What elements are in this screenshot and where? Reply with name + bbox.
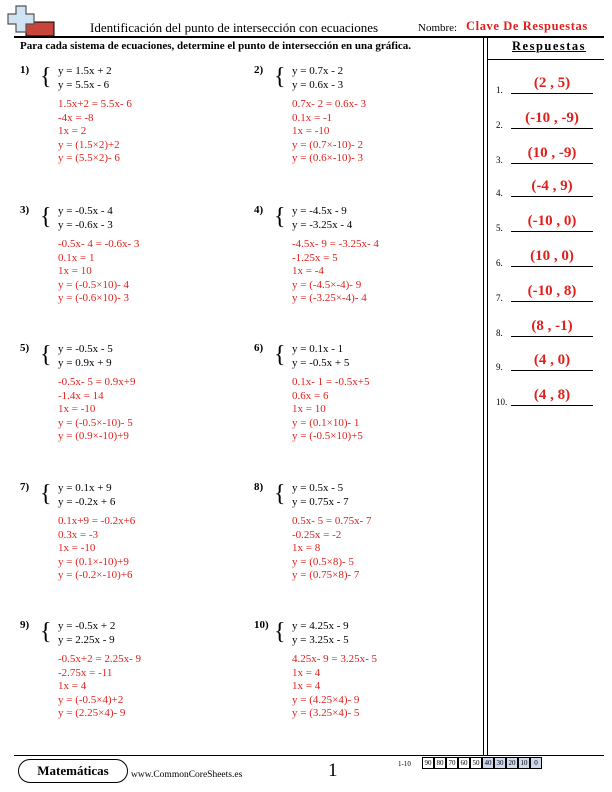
system-brace: {	[40, 64, 52, 90]
answer-line	[511, 163, 593, 164]
solution-step: 1x = 2	[58, 125, 87, 137]
problem-7	[20, 481, 240, 611]
answer-number: 6.	[496, 258, 503, 268]
answer-line	[511, 93, 593, 94]
solution-step: 1x = 4	[292, 666, 321, 679]
solution-step: 1x = 4	[292, 680, 321, 692]
answer-number: 1.	[496, 85, 503, 95]
solution-step: y = (0.1×-10)+9	[58, 555, 129, 568]
solution-step: y = (-3.25×-4)- 4	[292, 292, 367, 304]
problem-number: 6)	[254, 342, 264, 354]
answer-value: (10 , -9)	[527, 145, 577, 161]
score-cell: 40	[482, 757, 494, 769]
problem-6	[254, 342, 474, 472]
solution-step: y = (0.7×-10)- 2	[292, 138, 364, 151]
answer-line	[511, 336, 593, 337]
equation-2: y = 0.75x - 7	[292, 496, 349, 508]
system-brace: {	[274, 64, 286, 90]
answer-row	[496, 110, 596, 130]
answer-row	[496, 387, 596, 407]
answer-value: (-10 , 8)	[527, 283, 577, 299]
solution-step: y = (-4.5×-4)- 9	[292, 278, 362, 291]
answer-value: (10 , 0)	[530, 248, 574, 264]
solution-step: 1.5x+2 = 5.5x- 6	[58, 98, 132, 110]
worksheet-title: Identificación del punto de intersección con ecuaciones	[90, 20, 379, 35]
solution-step: y = (0.9×-10)+9	[58, 430, 129, 442]
answer-row	[496, 75, 596, 95]
equation-1: y = 1.5x + 2	[58, 65, 112, 77]
problem-number: 3)	[20, 204, 30, 216]
system-brace: {	[274, 204, 286, 230]
problem-number: 4)	[254, 204, 264, 216]
answer-value: (4 , 0)	[533, 352, 571, 368]
equation-1: y = 0.1x - 1	[292, 343, 344, 355]
answer-line	[511, 370, 593, 371]
solution-step: 0.1x = -1	[292, 111, 333, 124]
answer-value: (4 , 8)	[533, 387, 571, 403]
solution-step: y = (0.75×8)- 7	[292, 569, 360, 581]
system-brace: {	[40, 204, 52, 230]
answer-number: 9.	[496, 362, 503, 372]
score-cell: 10	[518, 757, 530, 769]
problem-number: 5)	[20, 342, 30, 354]
answer-row	[496, 352, 596, 372]
solution-step: y = (4.25×4)- 9	[292, 693, 360, 706]
solution-step: 1x = -10	[292, 125, 330, 137]
subject-badge: Matemáticas	[18, 759, 128, 783]
solution-step: y = (0.6×-10)- 3	[292, 152, 364, 164]
answer-row	[496, 318, 596, 338]
problem-5	[20, 342, 240, 472]
site-url: www.CommonCoreSheets.es	[131, 770, 243, 780]
score-cell: 30	[494, 757, 506, 769]
answer-value: (-10 , 0)	[527, 213, 577, 229]
answer-line	[511, 405, 593, 406]
logo-plus-icon	[6, 4, 56, 38]
answer-number: 3.	[496, 155, 503, 165]
answer-number: 4.	[496, 188, 503, 198]
equation-1: y = 0.1x + 9	[58, 482, 112, 494]
equation-2: y = -0.2x + 6	[58, 496, 116, 508]
solution-step: -4.5x- 9 = -3.25x- 4	[292, 238, 379, 250]
solution-step: y = (-0.5×10)- 4	[58, 278, 130, 291]
solution-step: y = (2.25×4)- 9	[58, 707, 126, 719]
name-label: Nombre:	[418, 22, 458, 34]
answer-number: 8.	[496, 328, 503, 338]
score-range-label: 1-10	[398, 760, 411, 768]
problem-3	[20, 204, 240, 334]
problem-9	[20, 619, 240, 749]
footer-rule	[14, 755, 604, 756]
problem-number: 7)	[20, 481, 30, 493]
problem-2	[254, 64, 474, 194]
score-cell: 0	[530, 757, 542, 769]
answer-line	[511, 231, 593, 232]
solution-step: 0.1x+9 = -0.2x+6	[58, 515, 136, 527]
score-cell: 50	[470, 757, 482, 769]
equation-2: y = 0.9x + 9	[58, 357, 112, 369]
solution-step: y = (3.25×4)- 5	[292, 707, 360, 719]
score-cell: 60	[458, 757, 470, 769]
equation-1: y = 0.7x - 2	[292, 65, 344, 77]
solution-step: y = (0.5×8)- 5	[292, 555, 354, 568]
equation-2: y = -3.25x - 4	[292, 219, 353, 231]
answer-number: 2.	[496, 120, 503, 130]
solution-step: y = (-0.5×10)+5	[292, 430, 363, 442]
equation-2: y = 5.5x - 6	[58, 79, 110, 91]
answer-line	[511, 196, 593, 197]
answer-row	[496, 283, 596, 303]
equation-1: y = -0.5x - 4	[58, 205, 113, 217]
system-brace: {	[274, 481, 286, 507]
equation-1: y = -4.5x - 9	[292, 205, 347, 217]
answer-row	[496, 145, 596, 165]
answers-title: Respuestas	[512, 39, 587, 53]
solution-step: 4.25x- 9 = 3.25x- 5	[292, 653, 378, 665]
solution-step: 1x = 8	[292, 542, 321, 554]
answer-row	[496, 213, 596, 233]
solution-step: -1.4x = 14	[58, 389, 104, 402]
solution-step: -2.75x = -11	[58, 666, 113, 679]
solution-step: 0.6x = 6	[292, 389, 329, 402]
system-brace: {	[40, 619, 52, 645]
solution-step: 1x = -4	[292, 265, 324, 277]
system-brace: {	[40, 342, 52, 368]
score-cell: 90	[422, 757, 434, 769]
score-cell: 20	[506, 757, 518, 769]
problem-number: 9)	[20, 619, 30, 631]
answer-line	[511, 128, 593, 129]
answer-line	[511, 266, 593, 267]
solution-step: -0.5x+2 = 2.25x- 9	[58, 653, 141, 665]
equation-2: y = -0.6x - 3	[58, 219, 113, 231]
solution-step: -0.5x- 4 = -0.6x- 3	[58, 238, 140, 250]
answer-value: (-4 , 9)	[531, 178, 573, 194]
equation-1: y = 4.25x - 9	[292, 620, 349, 632]
answers-title-rule	[488, 59, 604, 60]
score-cell: 70	[446, 757, 458, 769]
problem-number: 10)	[254, 619, 269, 631]
solution-step: y = (-0.5×4)+2	[58, 693, 124, 706]
equation-2: y = 3.25x - 5	[292, 634, 349, 646]
solution-step: 1x = -10	[58, 542, 96, 554]
solution-step: y = (-0.2×-10)+6	[58, 569, 133, 581]
solution-step: y = (-0.6×10)- 3	[58, 292, 130, 304]
column-divider-right	[487, 37, 488, 755]
page-number: 1	[328, 760, 338, 781]
solution-step: -4x = -8	[58, 111, 94, 124]
solution-step: y = (5.5×2)- 6	[58, 152, 120, 164]
solution-step: y = (0.1×10)- 1	[292, 416, 360, 429]
answer-line	[511, 301, 593, 302]
problem-10	[254, 619, 474, 749]
equation-2: y = 0.6x - 3	[292, 79, 344, 91]
solution-step: 0.1x- 1 = -0.5x+5	[292, 376, 370, 388]
name-value: Clave De Respuestas	[466, 19, 588, 33]
problem-number: 2)	[254, 64, 264, 76]
answer-number: 10.	[496, 397, 508, 407]
solution-step: 0.3x = -3	[58, 528, 99, 541]
solution-step: 1x = 10	[292, 403, 326, 415]
solution-step: -0.25x = -2	[292, 528, 342, 541]
score-cell: 80	[434, 757, 446, 769]
solution-step: y = (-0.5×-10)- 5	[58, 416, 133, 429]
answer-number: 7.	[496, 293, 503, 303]
answer-value: (2 , 5)	[533, 75, 571, 91]
system-brace: {	[274, 619, 286, 645]
instructions: Para cada sistema de ecuaciones, determine el punto de intersección en una gráfica.	[20, 40, 412, 52]
header-rule	[14, 36, 604, 38]
problem-number: 8)	[254, 481, 264, 493]
column-divider-left	[483, 37, 484, 755]
system-brace: {	[40, 481, 52, 507]
answer-value: (8 , -1)	[531, 318, 573, 334]
solution-step: 1x = -10	[58, 403, 96, 415]
solution-step: y = (1.5×2)+2	[58, 138, 120, 151]
system-brace: {	[274, 342, 286, 368]
answer-row	[496, 178, 596, 198]
solution-step: 0.1x = 1	[58, 251, 95, 264]
solution-step: 1x = 10	[58, 265, 92, 277]
equation-2: y = -0.5x + 5	[292, 357, 350, 369]
problem-4	[254, 204, 474, 334]
equation-1: y = -0.5x + 2	[58, 620, 116, 632]
answer-number: 5.	[496, 223, 503, 233]
problem-number: 1)	[20, 64, 30, 76]
solution-step: 1x = 4	[58, 680, 87, 692]
solution-step: 0.7x- 2 = 0.6x- 3	[292, 98, 367, 110]
equation-2: y = 2.25x - 9	[58, 634, 115, 646]
equation-1: y = 0.5x - 5	[292, 482, 344, 494]
problem-1	[20, 64, 240, 194]
problem-8	[254, 481, 474, 611]
answer-row	[496, 248, 596, 268]
answer-value: (-10 , -9)	[525, 110, 579, 126]
equation-1: y = -0.5x - 5	[58, 343, 113, 355]
solution-step: -0.5x- 5 = 0.9x+9	[58, 376, 136, 388]
solution-step: 0.5x- 5 = 0.75x- 7	[292, 515, 372, 527]
solution-step: -1.25x = 5	[292, 251, 338, 264]
